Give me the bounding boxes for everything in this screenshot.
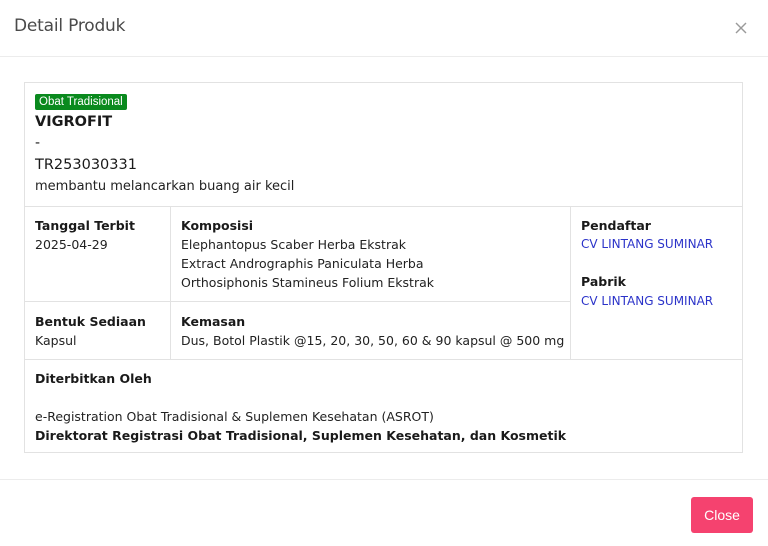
packaging-label: Kemasan [181,314,246,329]
category-badge: Obat Tradisional [35,94,127,110]
registrant-link[interactable]: CV LINTANG SUMINAR [581,237,714,251]
close-icon[interactable] [733,20,749,36]
factory-label: Pabrik [581,274,626,289]
published-by-label: Diterbitkan Oleh [35,371,152,386]
registration-number: TR253030331 [35,157,137,173]
dosage-form-value: Kapsul [35,333,77,348]
issue-date-cell [25,207,171,302]
dosage-form-label: Bentuk Sediaan [35,314,146,329]
dosage-form-cell [25,302,171,360]
factory-link[interactable]: CV LINTANG SUMINAR [581,294,714,308]
issue-date-label: Tanggal Terbit [35,218,135,233]
issue-date-value: 2025-04-29 [35,237,108,252]
packaging-cell [171,302,571,360]
product-description: membantu melancarkan buang air kecil [35,179,295,194]
published-system: e-Registration Obat Tradisional & Suplemen Kesehatan (ASROT) [35,409,434,424]
modal-header [0,0,768,57]
composition-item: Orthosiphonis Stamineus Folium Ekstrak [181,275,434,290]
close-button[interactable]: Close [691,497,753,533]
separator-text: - [35,135,41,151]
product-name: VIGROFIT [35,114,113,130]
composition-label: Komposisi [181,218,254,233]
modal-footer [0,479,768,546]
composition-item: Extract Andrographis Paniculata Herba [181,256,424,271]
product-summary [25,83,742,207]
modal-title: Detail Produk [14,16,126,36]
registrant-label: Pendaftar [581,218,651,233]
registrant-cell [571,207,742,360]
packaging-value: Dus, Botol Plastik @15, 20, 30, 50, 60 & 90 kapsul @ 500 mg [181,333,565,348]
published-directorate: Direktorat Registrasi Obat Tradisional, Suplemen Kesehatan, dan Kosmetik [35,428,567,443]
product-card [24,82,743,453]
composition-cell [171,207,571,302]
composition-item: Elephantopus Scaber Herba Ekstrak [181,237,406,252]
published-by-cell [25,360,742,452]
